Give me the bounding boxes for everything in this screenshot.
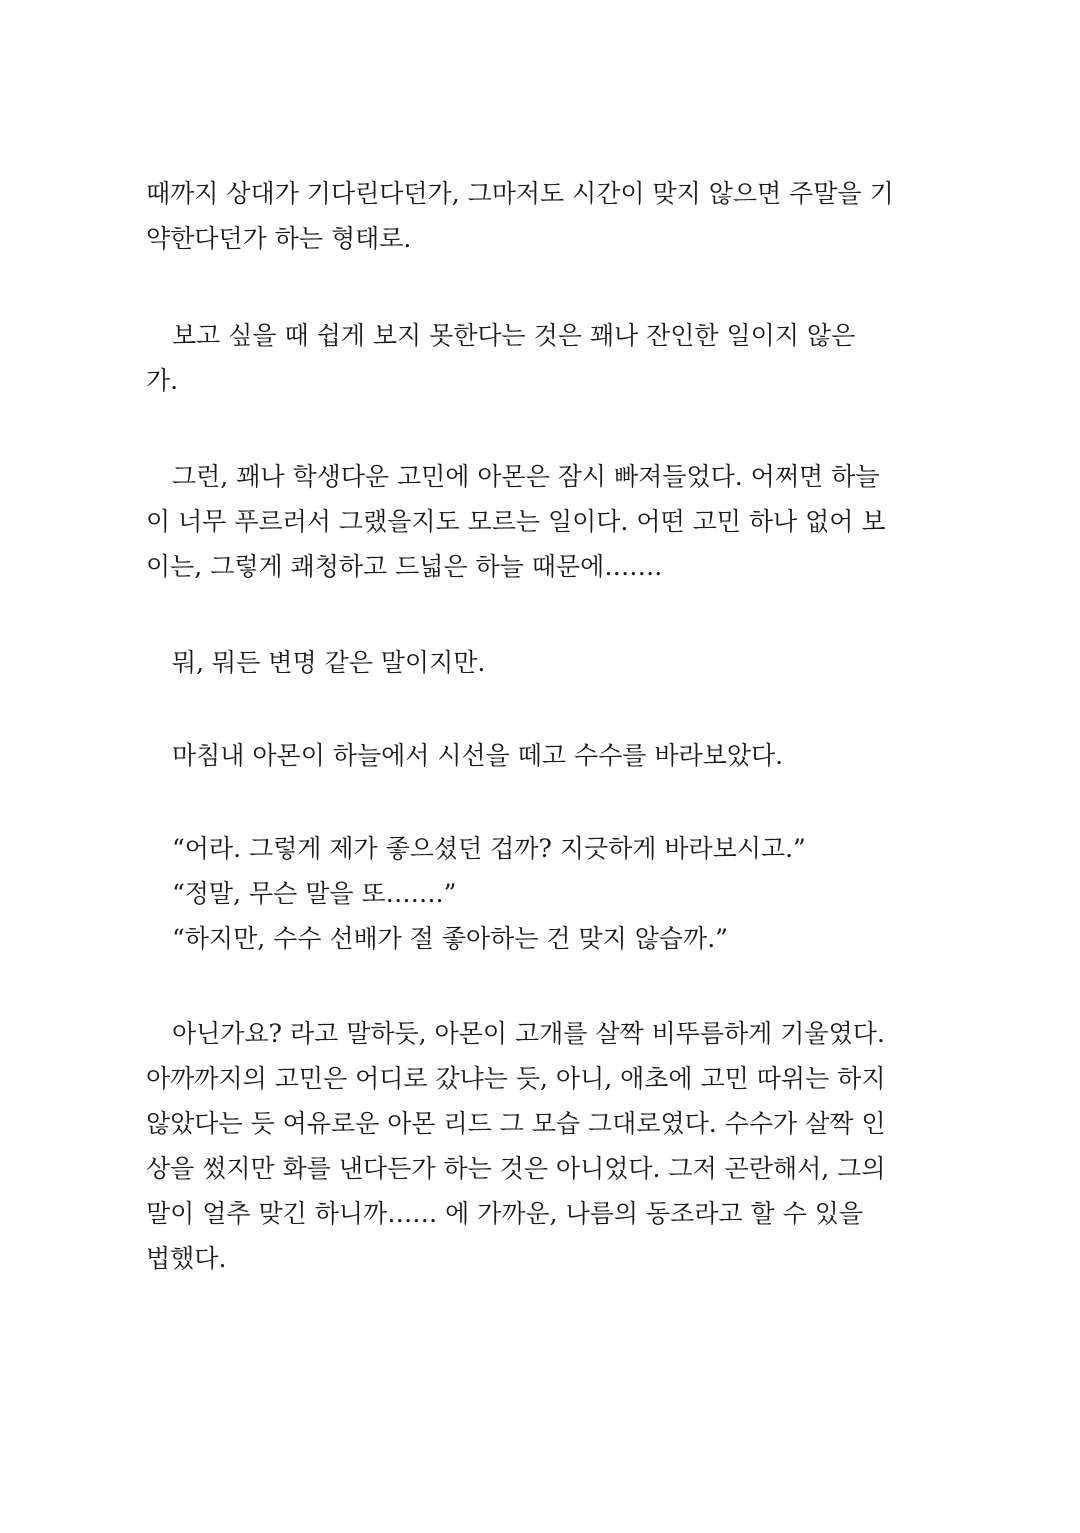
text-line: 가. xyxy=(146,366,179,395)
paragraph-dialogue xyxy=(146,826,934,961)
text-line: 뭐, 뭐든 변명 같은 말이지만. xyxy=(172,648,486,677)
text-line: 그런, 꽤나 학생다운 고민에 아몬은 잠시 빠져들었다. 어쩌면 하늘 xyxy=(172,462,880,491)
dialogue-line: “정말, 무슨 말을 또…….” xyxy=(172,879,457,908)
paragraph-1 xyxy=(146,171,934,261)
text-line: 아까까지의 고민은 어디로 갔냐는 듯, 아니, 애초에 고민 따위는 하지 xyxy=(146,1064,886,1093)
text-line: 법했다. xyxy=(146,1244,227,1273)
paragraph-2 xyxy=(146,313,934,403)
paragraph-4 xyxy=(146,640,934,685)
text-line: 보고 싶을 때 쉽게 보지 못한다는 것은 꽤나 잔인한 일이지 않은 xyxy=(172,321,856,350)
dialogue-line: “어라. 그렇게 제가 좋으셨던 겁까? 지긋하게 바라보시고.” xyxy=(172,834,806,863)
text-line: 상을 썼지만 화를 낸다든가 하는 것은 아니었다. 그저 곤란해서, 그의 xyxy=(146,1154,886,1183)
dialogue-line: “하지만, 수수 선배가 절 좋아하는 건 맞지 않습까.” xyxy=(172,924,728,953)
text-line: 이 너무 푸르러서 그랬을지도 모르는 일이다. 어떤 고민 하나 없어 보 xyxy=(146,507,886,536)
text-line: 마침내 아몬이 하늘에서 시선을 떼고 수수를 바라보았다. xyxy=(172,741,784,770)
paragraph-3 xyxy=(146,454,934,589)
paragraph-7 xyxy=(146,1011,934,1281)
text-line: 아닌가요? 라고 말하듯, 아몬이 고개를 살짝 비뚜름하게 기울였다. xyxy=(172,1019,885,1048)
paragraph-5 xyxy=(146,733,934,778)
text-line: 약한다던가 하는 형태로. xyxy=(146,224,412,253)
text-line: 말이 얼추 맞긴 하니까…… 에 가까운, 나름의 동조라고 할 수 있을 xyxy=(146,1199,864,1228)
text-line: 때까지 상대가 기다린다던가, 그마저도 시간이 맞지 않으면 주말을 기 xyxy=(146,179,894,208)
text-line: 이는, 그렇게 쾌청하고 드넓은 하늘 때문에……. xyxy=(146,552,663,581)
text-line: 않았다는 듯 여유로운 아몬 리드 그 모습 그대로였다. 수수가 살짝 인 xyxy=(146,1109,886,1138)
